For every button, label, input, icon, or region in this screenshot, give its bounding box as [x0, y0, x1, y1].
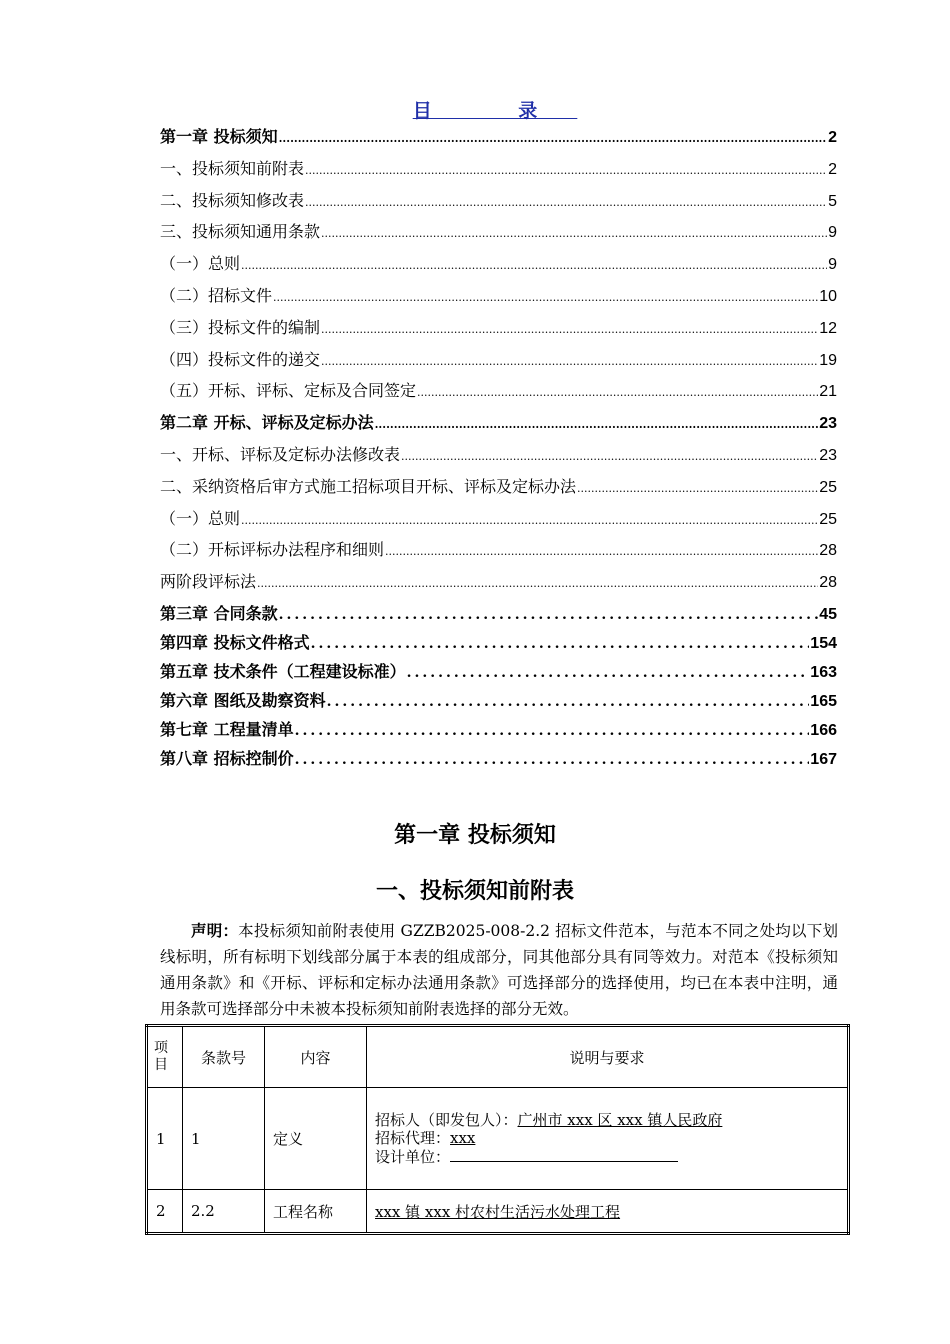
toc-entry-label: （一）总则 [160, 254, 241, 274]
row-item: 2 [147, 1190, 183, 1234]
toc-leader-dots [295, 752, 810, 768]
toc-entry-label: 第七章 工程量清单 [160, 719, 294, 739]
toc-entry-page: 28 [819, 542, 837, 560]
designer-blank [450, 1147, 678, 1162]
toc-entry[interactable] [160, 251, 837, 283]
toc-entry[interactable] [160, 537, 837, 569]
toc-entry[interactable] [160, 219, 837, 251]
toc-entry-page: 28 [819, 574, 837, 592]
header-content: 内容 [265, 1026, 367, 1088]
toc-leader-dots [279, 132, 828, 145]
row-requirements [367, 1088, 849, 1190]
toc-leader-dots [311, 636, 810, 652]
row-content: 工程名称 [265, 1190, 367, 1234]
toc-entry-label: 第六章 图纸及勘察资料 [160, 690, 326, 710]
row-requirements [367, 1190, 849, 1234]
statement-lead: 声明： [191, 921, 239, 940]
toc-entry-label: 两阶段评标法 [160, 572, 257, 592]
header-requirements: 说明与要求 [367, 1026, 849, 1088]
table-of-contents [160, 124, 837, 775]
header-clause: 条款号 [183, 1026, 265, 1088]
designer-label: 设计单位： [375, 1148, 451, 1166]
tenderer-value: 广州市 xxx 区 xxx 镇人民政府 [517, 1111, 723, 1129]
toc-entry-label: 第二章 开标、评标及定标办法 [160, 413, 374, 433]
toc-entry-label: 一、开标、评标及定标办法修改表 [160, 444, 401, 464]
header-item: 项目 [147, 1026, 183, 1088]
toc-entry[interactable] [160, 124, 837, 156]
toc-leader-dots [273, 291, 818, 304]
toc-leader-dots [577, 482, 818, 495]
toc-entry[interactable] [160, 717, 837, 746]
front-appendix-table [145, 1024, 850, 1235]
table-row [147, 1088, 849, 1190]
toc-entry[interactable] [160, 315, 837, 347]
toc-entry-label: （五）开标、评标、定标及合同签定 [160, 381, 417, 401]
toc-leader-dots [241, 259, 827, 272]
toc-leader-dots [385, 545, 818, 558]
toc-entry-page: 2 [828, 160, 837, 178]
toc-entry-label: 第一章 投标须知 [160, 127, 278, 146]
toc-entry-page: 167 [810, 750, 837, 768]
toc-entry-page: 2 [828, 129, 837, 146]
toc-leader-dots [257, 577, 818, 590]
toc-entry[interactable] [160, 569, 837, 601]
toc-leader-dots [321, 355, 818, 368]
toc-entry[interactable] [160, 188, 837, 220]
agent-value: xxx [450, 1129, 476, 1147]
toc-entry-label: （二）开标评标办法程序和细则 [160, 540, 385, 560]
chapter-title: 第一章 投标须知 [394, 823, 556, 848]
toc-entry-label: （一）总则 [160, 508, 241, 528]
toc-title: 目 录 [412, 100, 578, 122]
toc-entry-page: 23 [819, 415, 837, 433]
section-title: 一、投标须知前附表 [375, 879, 574, 904]
toc-leader-dots [321, 323, 818, 336]
toc-entry-page: 25 [819, 478, 837, 496]
agent-label: 招标代理： [375, 1129, 451, 1147]
row-clause: 2.2 [183, 1190, 265, 1234]
toc-entry-page: 165 [810, 692, 837, 710]
toc-leader-dots [295, 723, 810, 739]
statement-paragraph [160, 918, 838, 1022]
toc-entry-label: 二、采纳资格后审方式施工招标项目开标、评标及定标办法 [160, 476, 577, 496]
toc-entry-label: 第八章 招标控制价 [160, 748, 294, 768]
toc-entry[interactable] [160, 474, 837, 506]
toc-entry-page: 5 [828, 192, 837, 210]
toc-entry-page: 154 [810, 634, 837, 652]
toc-entry-page: 23 [819, 446, 837, 464]
toc-leader-dots [407, 665, 810, 681]
toc-leader-dots [417, 386, 818, 399]
toc-leader-dots [321, 227, 827, 240]
toc-entry-label: 三、投标须知通用条款 [160, 222, 321, 242]
toc-entry[interactable] [160, 283, 837, 315]
toc-entry-label: （三）投标文件的编制 [160, 317, 321, 337]
toc-entry[interactable] [160, 410, 837, 442]
toc-leader-dots [401, 450, 818, 463]
toc-entry-label: 第四章 投标文件格式 [160, 632, 310, 652]
toc-entry-page: 9 [828, 224, 837, 242]
toc-entry-page: 9 [828, 256, 837, 274]
row-item: 1 [147, 1088, 183, 1190]
toc-entry-page: 45 [819, 605, 837, 623]
toc-entry[interactable] [160, 378, 837, 410]
toc-entry-label: （二）招标文件 [160, 285, 273, 305]
toc-entry[interactable] [160, 506, 837, 538]
toc-entry[interactable] [160, 156, 837, 188]
toc-entry-page: 163 [810, 663, 837, 681]
tenderer-label: 招标人（即发包人）： [375, 1111, 518, 1129]
toc-entry-page: 25 [819, 510, 837, 528]
table-header-row [147, 1026, 849, 1088]
toc-leader-dots [305, 164, 827, 177]
toc-entry-page: 10 [819, 287, 837, 305]
toc-entry[interactable] [160, 659, 837, 688]
toc-entry[interactable] [160, 688, 837, 717]
project-name: xxx 镇 xxx 村农村生活污水处理工程 [375, 1202, 621, 1221]
toc-entry-page: 19 [819, 351, 837, 369]
toc-entry-page: 21 [819, 383, 837, 401]
toc-entry-page: 166 [810, 721, 837, 739]
toc-leader-dots [375, 418, 819, 431]
statement-text: 本投标须知前附表使用 GZZB2025-008-2.2 招标文件范本，与范本不同之处均以下划线标明，所有标明下划线部分属于本表的组成部分，同其他部分具有同等效力。对范本《投标须知通用条款》和《开标、评标和定标办法通用条款》可选择部分的选择使用，均已在本表中注明，通用条款可选择部分中未被本投标须知前附表选择的部分无效。 [160, 922, 838, 1018]
row-content: 定义 [265, 1088, 367, 1190]
toc-entry-label: （四）投标文件的递交 [160, 349, 321, 369]
toc-entry[interactable] [160, 601, 837, 630]
toc-entry-label: 一、投标须知前附表 [160, 158, 305, 178]
toc-entry-label: 二、投标须知修改表 [160, 190, 305, 210]
toc-leader-dots [279, 607, 819, 623]
toc-leader-dots [327, 694, 810, 710]
table-row [147, 1190, 849, 1234]
toc-entry-label: 第五章 技术条件（工程建设标准） [160, 661, 406, 681]
toc-leader-dots [305, 196, 827, 209]
toc-entry[interactable] [160, 442, 837, 474]
row-clause: 1 [183, 1088, 265, 1190]
toc-leader-dots [241, 514, 818, 527]
toc-entry[interactable] [160, 630, 837, 659]
toc-entry-label: 第三章 合同条款 [160, 603, 278, 623]
toc-entry[interactable] [160, 347, 837, 379]
toc-entry-page: 12 [819, 319, 837, 337]
toc-entry[interactable] [160, 746, 837, 775]
